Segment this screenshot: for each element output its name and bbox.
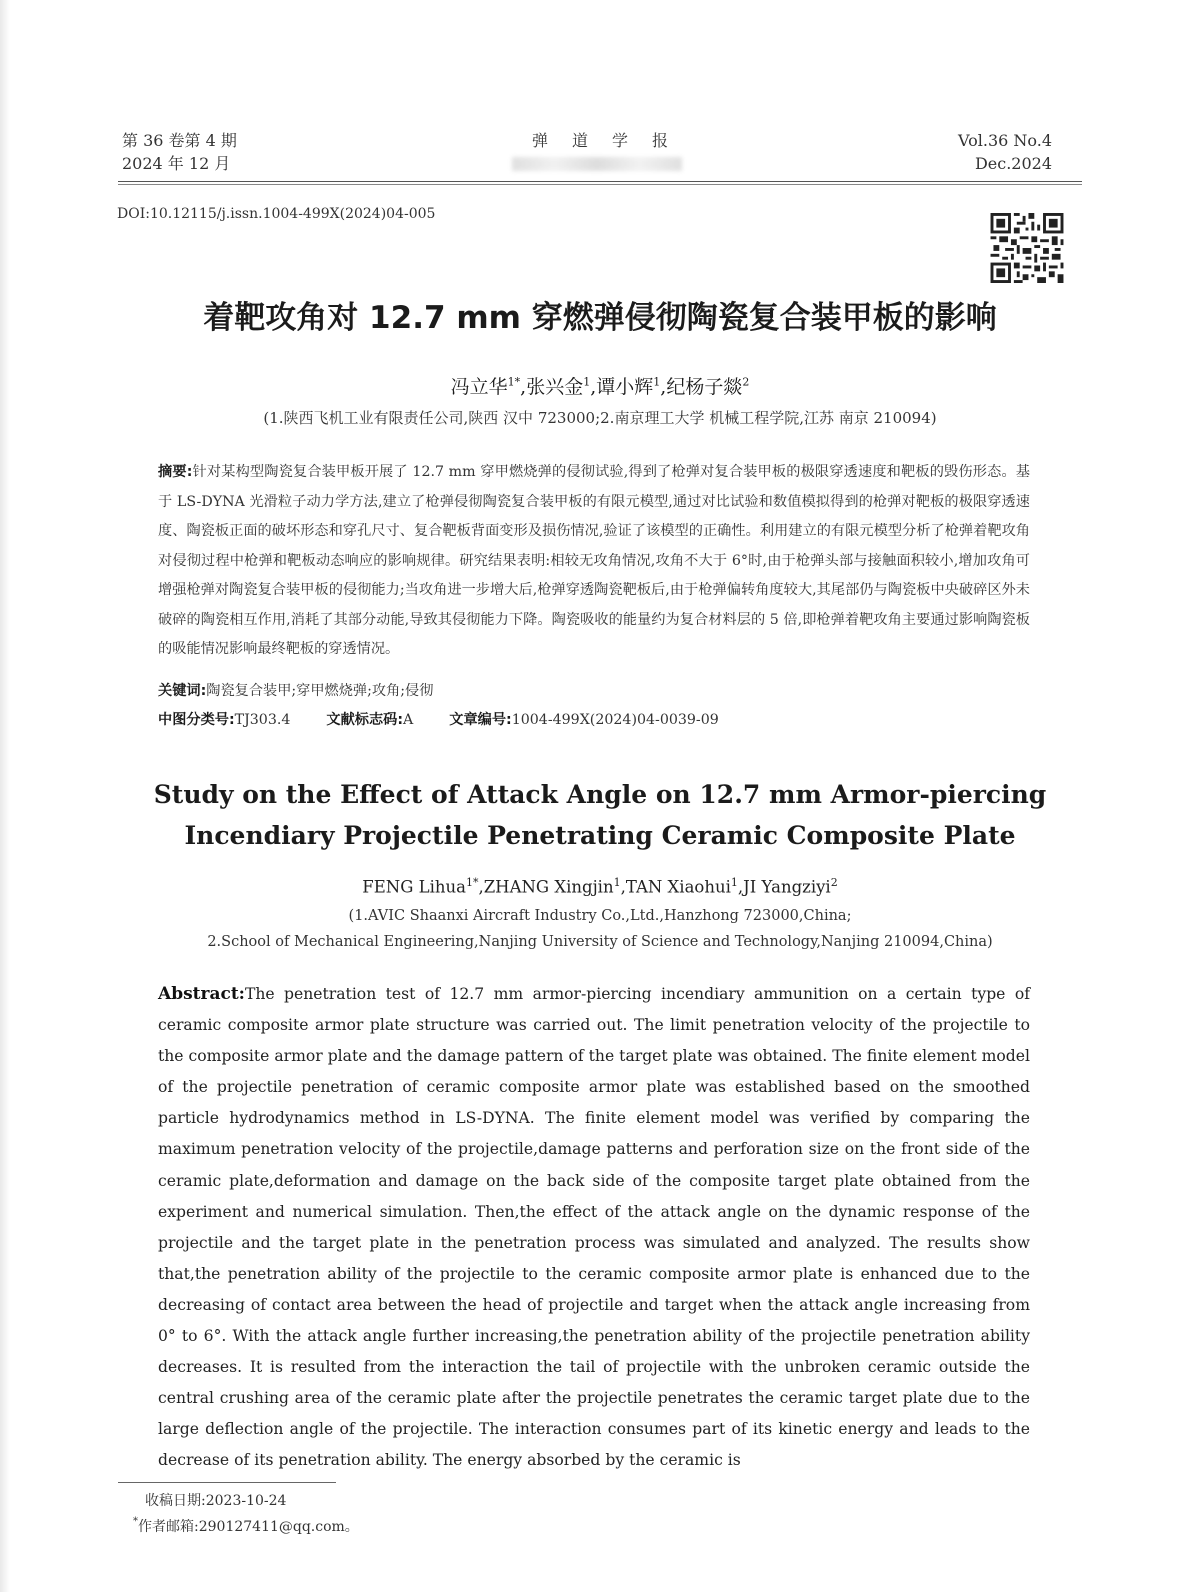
author-affil-mark: 1 — [613, 876, 621, 889]
clc-value: TJ303.4 — [234, 712, 291, 728]
author-email-text: 作者邮箱:290127411@qq.com。 — [138, 1519, 359, 1535]
english-title-line-2: Incendiary Projectile Penetrating Ceramic Composite Plate — [184, 821, 1016, 850]
header-rule-thin — [118, 184, 1082, 185]
abstract-label-cn: 摘要: — [158, 464, 193, 480]
doi: DOI:10.12115/j.issn.1004-499X(2024)04-005 — [117, 206, 436, 222]
author-email — [133, 1516, 359, 1536]
volume-cn: 第 36 卷第 4 期 — [122, 131, 237, 150]
author-name: JI Yangziyi — [743, 877, 831, 897]
keywords-label: 关键词: — [158, 683, 207, 699]
author-separator: , — [620, 877, 626, 897]
author-affil-mark: 1* — [507, 375, 521, 389]
author-name: 谭小辉 — [596, 376, 654, 398]
clc-label: 中图分类号: — [158, 712, 235, 728]
keywords-text: 陶瓷复合装甲;穿甲燃烧弹;攻角;侵彻 — [206, 683, 434, 699]
author-separator: , — [660, 376, 667, 398]
author-affil-mark: 1 — [583, 375, 591, 389]
received-date: 收稿日期:2023-10-24 — [145, 1493, 287, 1509]
english-title-line-1: Study on the Effect of Attack Angle on 12.7 mm Armor-piercing — [153, 780, 1047, 809]
footnote-rule — [118, 1482, 336, 1483]
abstract-text-cn: 针对某构型陶瓷复合装甲板开展了 12.7 mm 穿甲燃烧弹的侵彻试验,得到了枪弹对复合装甲板的极限穿透速度和靶板的毁伤形态。基于 LS-DYNA 光滑粒子动力学方法,建立了枪弹侵彻陶瓷复合装甲板的有限元模型,通过对比试验和数值模拟得到的枪弹对靶板的极限穿透速度、陶瓷板正面的破坏形态和穿孔尺寸、复合靶板背面变形及损伤情况,验证了该模型的正确性。利用建立的有限元模型分析了枪弹着靶攻角对侵彻过程中枪弹和靶板动态响应的影响规律。研究结果表明:相较无攻角情况,攻角不大于 6°时,由于枪弹头部与接触面积较小,增加攻角可增强枪弹对陶瓷复合装甲板的侵彻能力;当攻角进一步增大后,枪弹穿透陶瓷靶板后,由于枪弹偏转角度较大,其尾部仍与陶瓷板中央破碎区外未破碎的陶瓷相互作用,消耗了其部分动能,导致其侵彻能力下降。陶瓷吸收的能量约为复合材料层的 5 倍,即枪弹着靶攻角主要通过影响陶瓷板的吸能情况影响最终靶板的穿透情况。 — [158, 464, 1030, 657]
corresponding-mark: * — [133, 1516, 138, 1527]
author-affil-mark: 1* — [465, 876, 479, 889]
english-title — [0, 774, 1200, 856]
classification-line — [158, 709, 719, 729]
author-name: ZHANG Xingjin — [483, 877, 614, 897]
english-authors — [0, 876, 1200, 897]
chinese-abstract — [158, 458, 1030, 665]
header-rule — [118, 181, 1082, 182]
author-name: FENG Lihua — [362, 877, 466, 897]
author-separator: , — [520, 376, 527, 398]
author-name: 冯立华 — [450, 376, 508, 398]
english-affiliation-1: (1.AVIC Shaanxi Aircraft Industry Co.,Ltd.,Hanzhong 723000,China; — [348, 908, 852, 924]
doc-code-value: A — [403, 712, 414, 728]
journal-name: 弹道学报 — [531, 131, 692, 150]
abstract-text-en: The penetration test of 12.7 mm armor-piercing incendiary ammunition on a certain type of ceramic composite armor plate structure was carried out. The limit penetration velocity of the projectile to the composite armor plate and the damage pattern of the target plate was obtained. The finite element model of the projectile penetration of ceramic composite armor plate was established based on the smoothed particle hydrodynamics method in LS-DYNA. The finite element model was verified by comparing the maximum penetration velocity of the projectile,damage patterns and perforation size on the front side of the ceramic plate,deformation and damage on the back side of the composite target plate obtained from the experiment and numerical simulation. Then,the effect of the attack angle on the dynamic response of the projectile and the target plate in the penetration process was simulated and analyzed. The results show that,the penetration ability of the projectile to the ceramic composite armor plate is enhanced due to the decreasing of contact area between the head of projectile and target when the attack angle increasing from 0° to 6°. With the attack angle further increasing,the penetration ability of the projectile penetration ability decreases. It is resulted from the interaction the tail of projectile with the unbroken ceramic outside the central crushing area of the ceramic plate after the projectile penetrates the ceramic target plate due to the large deflection angle of the projectile. The interaction consumes part of its kinetic energy and leads to the decrease of its penetration ability. The energy absorbed by the ceramic is — [158, 985, 1030, 1470]
article-no-value: 1004-499X(2024)04-0039-09 — [511, 712, 719, 728]
date-en: Dec.2024 — [974, 154, 1052, 173]
chinese-authors — [0, 372, 1200, 399]
author-affil-mark: 1 — [730, 876, 738, 889]
english-affiliation-2: 2.School of Mechanical Engineering,Nanjing University of Science and Technology,Nanjing 210094,China) — [207, 934, 993, 950]
author-name: TAN Xiaohui — [625, 877, 731, 897]
keywords-cn — [158, 680, 433, 700]
english-abstract — [158, 979, 1030, 1477]
chinese-title: 着靶攻角对 12.7 mm 穿燃弹侵彻陶瓷复合装甲板的影响 — [203, 300, 997, 336]
article-no-label: 文章编号: — [449, 712, 512, 728]
chinese-affiliations: (1.陕西飞机工业有限责任公司,陕西 汉中 723000;2.南京理工大学 机械工程学院,江苏 南京 210094) — [263, 409, 937, 427]
doc-code-label: 文献标志码: — [326, 712, 404, 728]
author-name: 张兴金 — [526, 376, 584, 398]
abstract-label-en: Abstract: — [158, 984, 245, 1004]
author-name: 纪杨子燚 — [666, 376, 743, 398]
volume-en: Vol.36 No.4 — [958, 131, 1052, 150]
blurred-journal-subtitle — [512, 157, 682, 171]
author-affil-mark: 1 — [653, 375, 661, 389]
author-affil-mark: 2 — [742, 375, 750, 389]
author-separator: , — [478, 877, 484, 897]
author-separator: , — [590, 376, 597, 398]
author-separator: , — [737, 877, 744, 897]
author-affil-mark: 2 — [830, 876, 838, 889]
date-cn: 2024 年 12 月 — [122, 154, 231, 173]
running-header-right — [958, 129, 1052, 175]
qr-code-icon — [990, 213, 1064, 283]
